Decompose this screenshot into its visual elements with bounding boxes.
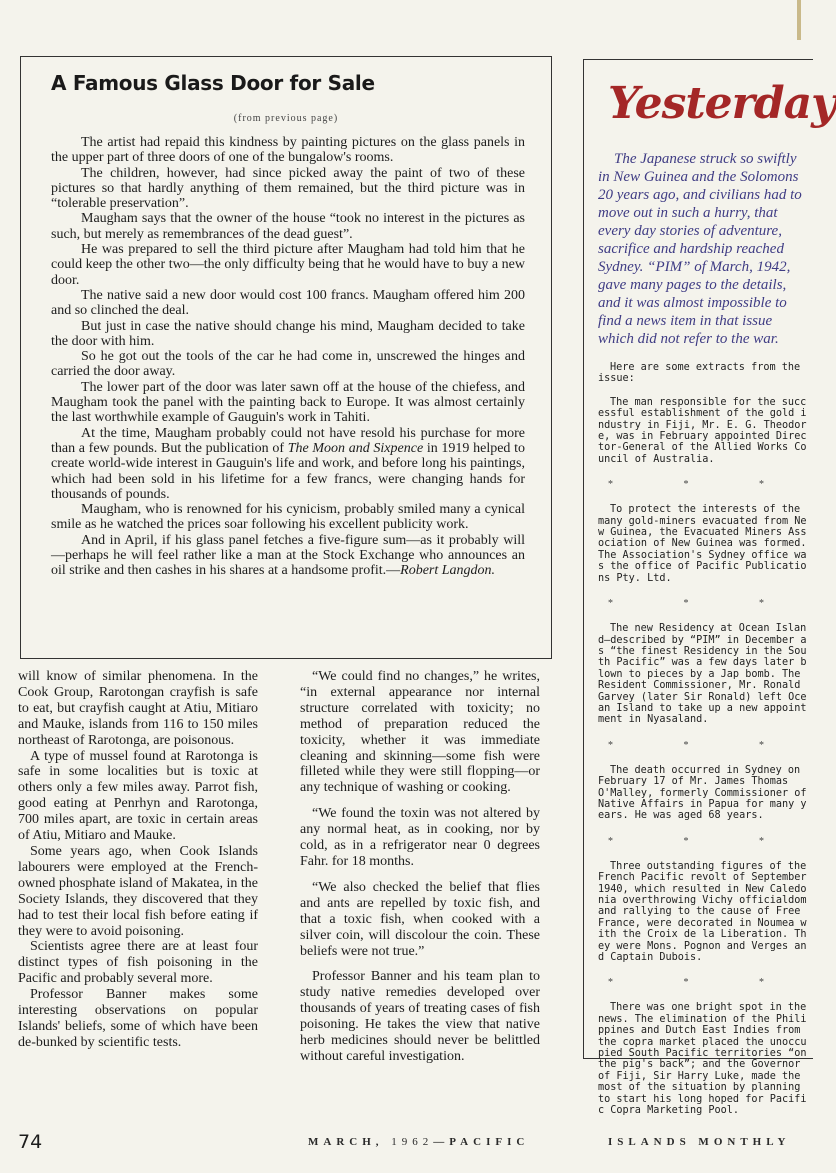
- column-paragraph: Scientists agree there are at least four distinct types of fish poisoning in the Pacific and probably several more.: [18, 939, 258, 987]
- column-left: [18, 669, 258, 1051]
- sidebar-column: [598, 150, 808, 1117]
- page-number: 74: [18, 1131, 43, 1153]
- sidebar-item: Here are some extracts from the issue:: [598, 362, 801, 385]
- star-separator: * * *: [608, 835, 798, 847]
- article-title: A Famous Glass Door for Sale: [51, 71, 375, 95]
- sidebar-item: The man responsible for the successful establishment of the gold industry in Fiji, Mr. E. G. Theodore, was in February appointed Director-General of the Allied Works Council of Australia.: [598, 396, 807, 465]
- column-paragraph: “We could find no changes,” he writes, “in external appearance nor internal structure correlated with toxicity; no method of preparation reduced the toxicity, whether it was immediate cleaning and skinning—some fish were filleted while they were still flopping—or any technique of washing or cooking.: [300, 669, 540, 796]
- article-box: [20, 56, 552, 659]
- sidebar-item: The death occurred in Sydney on February 17 of Mr. James Thomas O'Malley, formerly Commissioner of Native Affairs in Papua for many years. He was aged 68 years.: [598, 764, 807, 822]
- article-paragraph: But just in case the native should change his mind, Maugham decided to take the door with him.: [51, 318, 525, 349]
- article-paragraph: [51, 533, 525, 579]
- star-separator: * * *: [608, 479, 798, 491]
- continued-note: (from previous page): [233, 113, 339, 124]
- sidebar-heading: Yesterday: [608, 78, 836, 129]
- article-paragraph: [51, 426, 525, 502]
- article-paragraph: Maugham, who is renowned for his cynicism, probably smiled many a cynical smile as he watched the prices soar following his excellent publicity work.: [51, 502, 525, 533]
- article-paragraph: The artist had repaid this kindness by painting pictures on the glass panels in the upper part of three doors of one of the bungalow's rooms.: [51, 135, 525, 166]
- article-text: in 1919 helped to create world-wide interest in Gauguin's life and work, and before long his paintings, which had been sold in his lifetime for a few francs, were changing hands for thousands of pounds.: [51, 440, 525, 502]
- sidebar-left-rule: [583, 59, 584, 1059]
- article-paragraph: So he got out the tools of the car he had come in, unscrewed the hinges and carried the door away.: [51, 349, 525, 380]
- article-paragraph: The lower part of the door was later sawn off at the house of the chiefess, and Maugham took the panel with the painting back to Europe. It was almost certainly the last worthwhile example of Gauguin's work in Tahiti.: [51, 379, 525, 426]
- column-middle: [300, 669, 540, 1065]
- column-paragraph: Some years ago, when Cook Islands labourers were employed at the French-owned phosphate island of Makatea, in the Society Islands, they discovered that they had to test their local fish before eating if they were to avoid poisoning.: [18, 843, 258, 939]
- article-body: [51, 135, 525, 579]
- sidebar-item: The new Residency at Ocean Island—described by “PIM” in December as “the finest Residency in the South Pacific” was a few days later blown to pieces by a Jap bomb. The Resident Commissioner, Mr. Ronald Garvey (later Sir Ronald) left Ocean Island to take up a new appointment in Nyasaland.: [598, 623, 807, 726]
- article-text: And in April, if his glass panel fetches a five-figure sum—as it probably will—perhaps he will feel rather like a man at the Stock Exchange who announces an oil strike and then cashes in his shares at a handsome profit.—: [51, 532, 525, 579]
- footer-issue: [308, 1136, 529, 1148]
- footer-dash: —: [433, 1136, 450, 1148]
- sidebar-item: To protect the interests of the many gold-miners evacuated from New Guinea, the Evacuated Miners Association of New Guinea was formed. The Association's Sydney office was the office of Pacific Publications Pty. Ltd.: [598, 504, 807, 584]
- star-separator: * * *: [608, 977, 798, 989]
- footer-publication-cont: ISLANDS MONTHLY: [608, 1136, 791, 1148]
- column-paragraph: Professor Banner makes some interesting observations on popular Islands' beliefs, some of which have been de-bunked by scientific tests.: [18, 987, 258, 1050]
- star-separator: * * *: [608, 739, 798, 751]
- footer-year: 1962: [391, 1136, 434, 1148]
- footer-publication: PACIFIC: [449, 1136, 530, 1148]
- column-paragraph: Professor Banner and his team plan to study native remedies developed over thousands of years of treating cases of fish poisoning. He takes the view that native herb medicines should never be belittled without careful investigation.: [300, 969, 540, 1064]
- sidebar-clip: [598, 150, 807, 1117]
- column-paragraph: will know of similar phenomena. In the Cook Group, Rarotongan crayfish is safe to eat, but crayfish caught at Atiu, Mitiaro and Mauke, islands from 116 to 150 miles northeast of Rarotonga, are poisonous.: [18, 669, 258, 748]
- column-paragraph: “We also checked the belief that flies and ants are repelled by toxic fish, and that a toxic fish, when cooked with a silver coin, will discolour the coin. These beliefs were not true.”: [300, 879, 540, 959]
- sidebar-item: Three outstanding figures of the French Pacific revolt of September 1940, which resulted in New Caledonia overthrowing Vichy officialdom and rallying to the cause of Free France, were decorated in Noumea with the Croix de la Liberation. They were Mons. Pognon and Verges and Captain Dubois.: [598, 860, 807, 964]
- sidebar-item: There was one bright spot in the news. The elimination of the Philippines and Dutch East Indies from the copra market placed the unoccupied South Pacific territories “on the pig's back”; and the Governor of Fiji, Sir Harry Luke, made the most of the situation by planning to start his long hoped for Pacific Copra Marketing Pool.: [598, 1002, 807, 1117]
- column-paragraph: A type of mussel found at Rarotonga is safe in some localities but is toxic at others only a few miles away. Parrot fish, good eating at Penrhyn and Rarotonga, 700 miles apart, are toxic in certain areas of Atiu, Mitiaro and Mauke.: [18, 748, 258, 844]
- article-paragraph: Maugham says that the owner of the house “took no interest in the pictures as such, but merely as remembrances of the dead guest”.: [51, 211, 525, 242]
- author-credit: Robert Langdon.: [400, 563, 496, 579]
- book-title: The Moon and Sixpence: [287, 440, 424, 456]
- article-paragraph: The native said a new door would cost 100 francs. Maugham offered him 200 and so clinched the deal.: [51, 287, 525, 319]
- column-paragraph: “We found the toxin was not altered by any normal heat, as in cooking, nor by cold, as in a refrigerator near 0 degrees Fahr. for 18 months.: [300, 806, 540, 869]
- article-paragraph: He was prepared to sell the third picture after Maugham had told him that he could keep the other two—the only difficulty being that he would have to buy a new door.: [51, 242, 525, 288]
- article-text: At the time, Maugham probably could not have resold his purchase for more than a few pounds. But the publication of: [51, 425, 525, 456]
- article-paragraph: The children, however, had since picked away the paint of two of these pictures so that hardly anything of them remained, but the third picture was in “tolerable preservation”.: [51, 165, 525, 212]
- footer-month: MARCH,: [308, 1136, 384, 1148]
- page-edge-strip: [797, 0, 801, 40]
- sidebar-intro: The Japanese struck so swiftly in New Guinea and the Solomons 20 years ago, and civilians had to move out in such a hurry, that every day stories of adventure, sacrifice and hardship reached Sydney. “PIM” of March, 1942, gave many pages to the details, and it was almost impossible to find a news item in that issue which did not refer to the war.: [598, 151, 802, 347]
- sidebar-top-rule: [583, 59, 813, 60]
- star-separator: * * *: [608, 598, 798, 610]
